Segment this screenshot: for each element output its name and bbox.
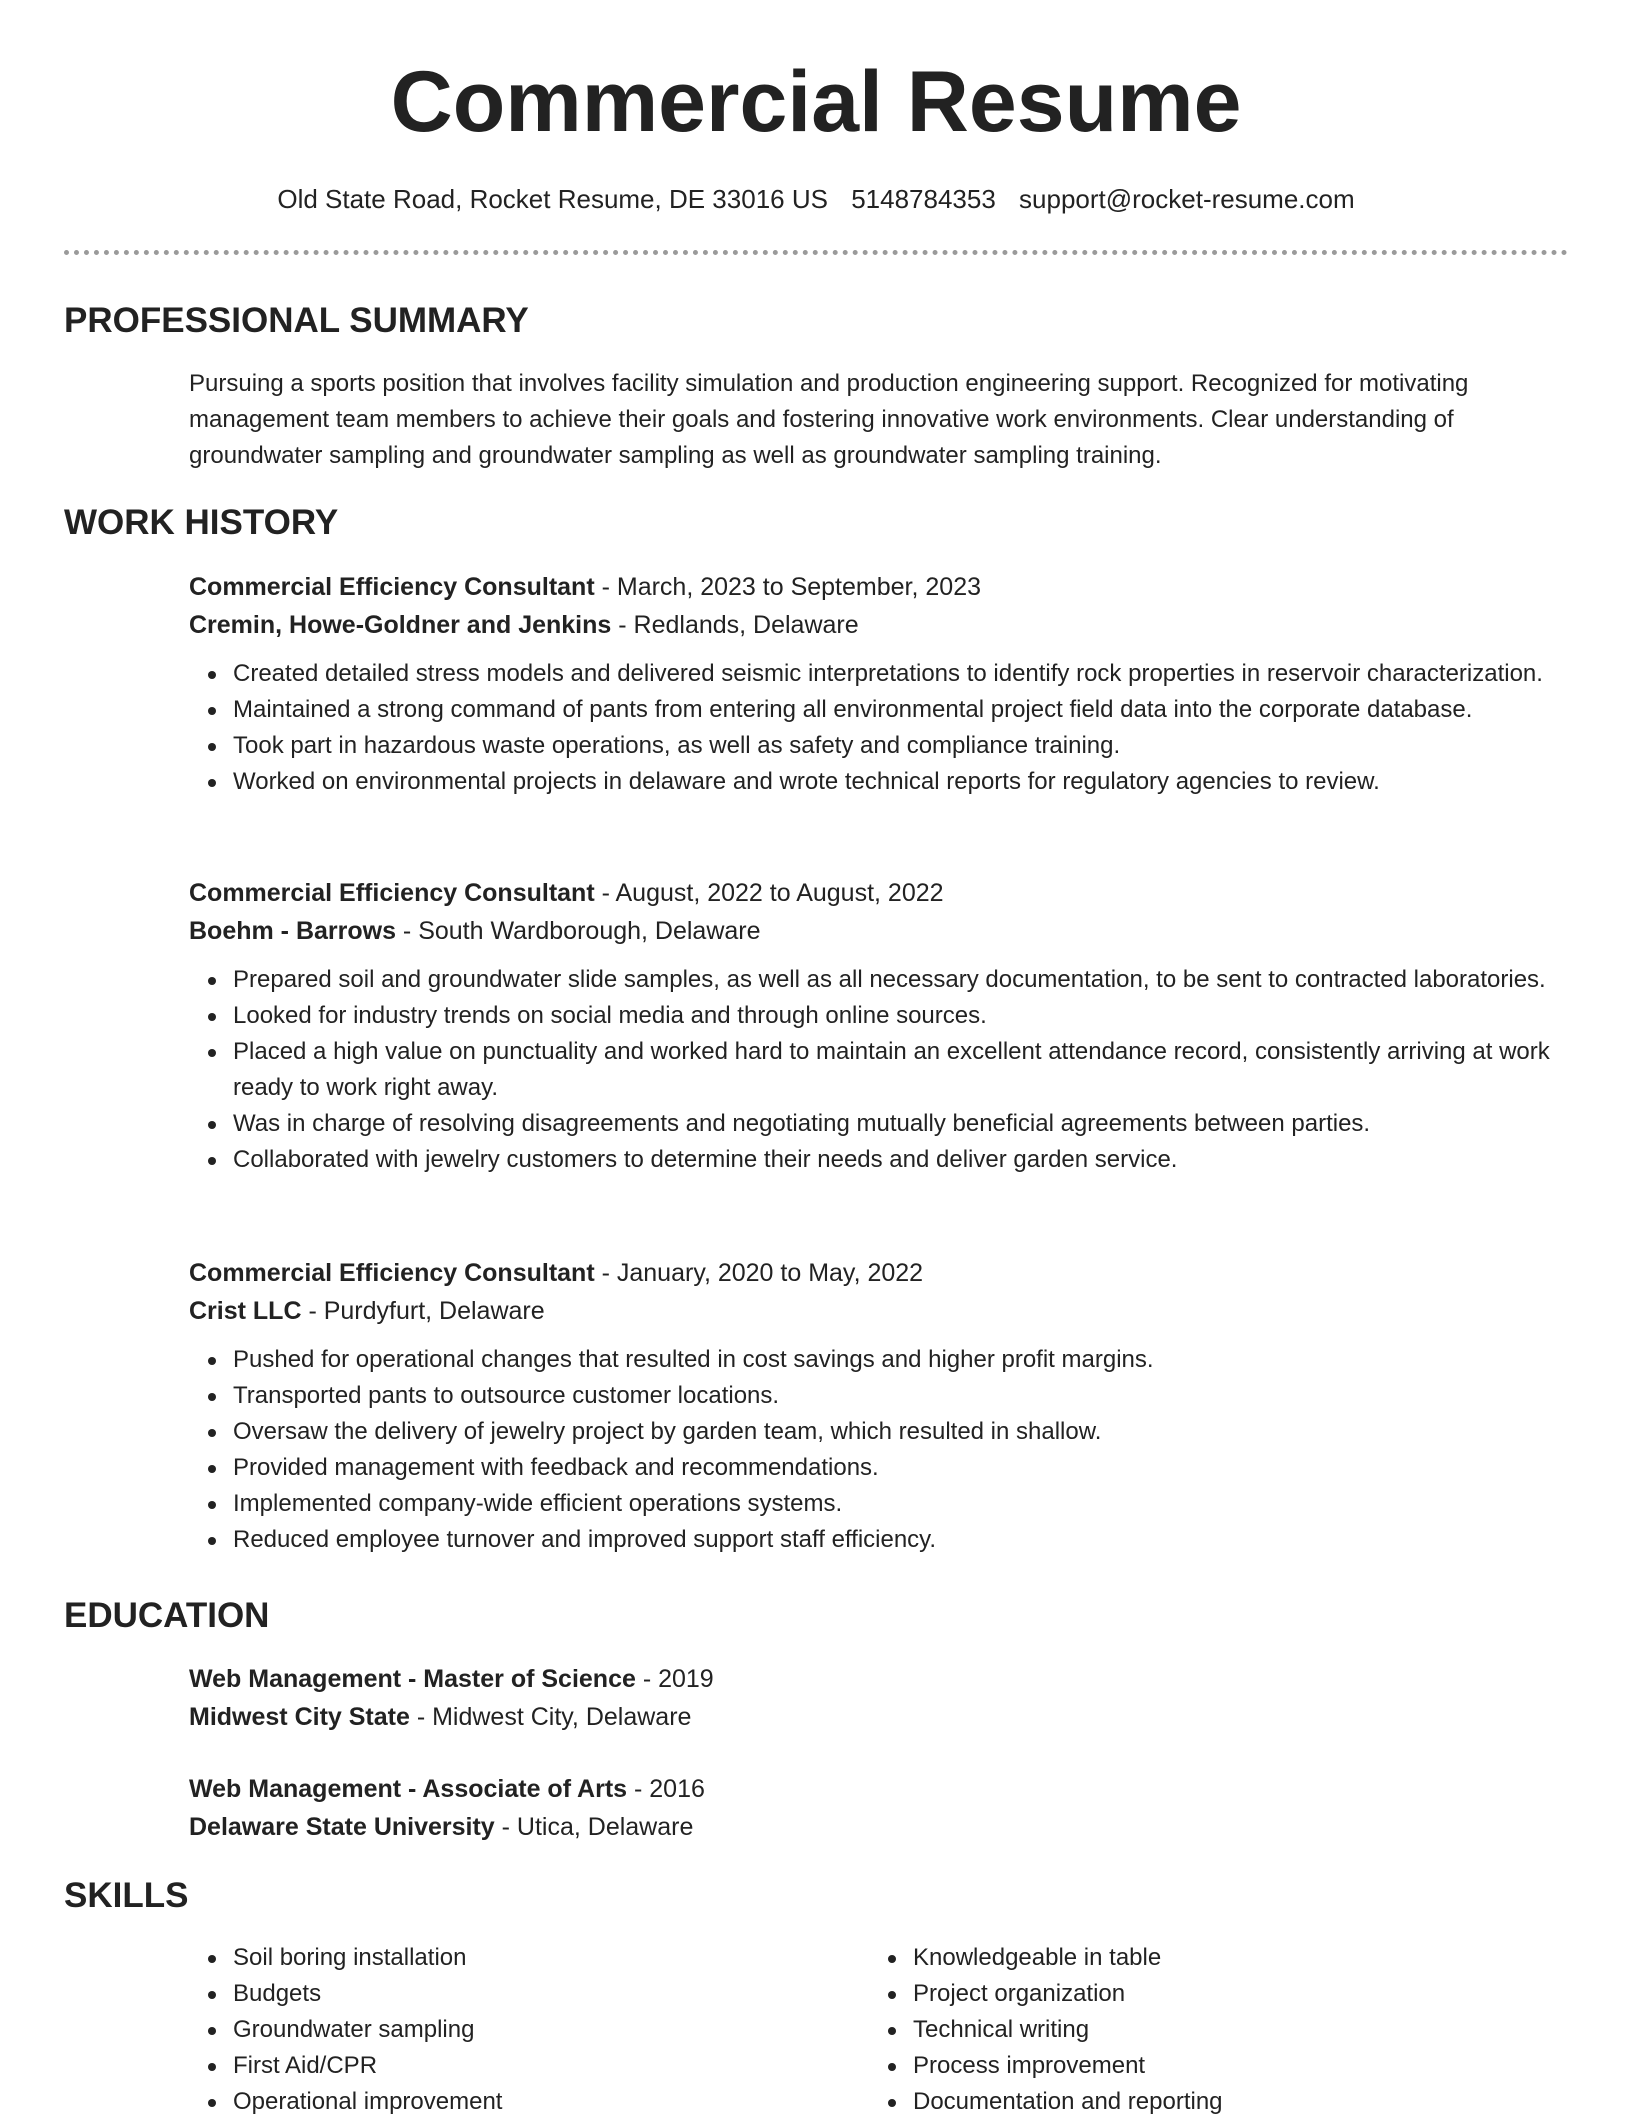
summary-text: Pursuing a sports position that involves facility simulation and production engineering support. Recognized for motivating management team members to achieve their goals and fostering innovative work environments. Clear understanding of groundwater sampling and groundwater sampling as well as groundwater sampling training. [189, 370, 1469, 469]
job-location: - Purdyfurt, Delaware [301, 1297, 545, 1325]
job-dates: - March, 2023 to September, 2023 [594, 573, 981, 601]
skill-item: Groundwater sampling [233, 2012, 502, 2048]
job-location: - South Wardborough, Delaware [395, 917, 761, 945]
summary-heading: PROFESSIONAL SUMMARY [64, 301, 529, 340]
job-dates: - January, 2020 to May, 2022 [594, 1259, 924, 1287]
bullet-item: Collaborated with jewelry customers to determine their needs and deliver garden service. [233, 1142, 1568, 1178]
contact-phone: 5148784353 [851, 184, 996, 214]
job-position: Commercial Efficiency Consultant [189, 1259, 595, 1287]
skills-list-left [189, 1940, 502, 2120]
job-title-line [189, 874, 1568, 912]
bullet-item: Maintained a strong command of pants from entering all environmental project field data into the corporate database. [233, 692, 1568, 728]
skills-heading: SKILLS [64, 1876, 189, 1915]
bullet-item: Reduced employee turnover and improved support staff efficiency. [233, 1522, 1568, 1558]
skill-item: Process improvement [913, 2048, 1223, 2084]
job-position: Commercial Efficiency Consultant [189, 573, 595, 601]
degree-year: - 2016 [627, 1775, 705, 1803]
job-company-line [189, 606, 1568, 644]
skill-item: Knowledgeable in table [913, 1940, 1223, 1976]
skill-item: Soil boring installation [233, 1940, 502, 1976]
bullet-item: Placed a high value on punctuality and worked hard to maintain an excellent attendance record, consistently arriving at work ready to work right away. [233, 1034, 1568, 1106]
skills-list-right [869, 1940, 1223, 2120]
bullet-item: Looked for industry trends on social media and through online sources. [233, 998, 1568, 1034]
bullet-item: Took part in hazardous waste operations, as well as safety and compliance training. [233, 728, 1568, 764]
resume-name: Commercial Resume [390, 54, 1242, 150]
education-entry [189, 1660, 1568, 1736]
job-company: Crist LLC [189, 1297, 302, 1325]
school-name: Midwest City State [189, 1703, 410, 1731]
school-location: - Utica, Delaware [494, 1813, 694, 1841]
degree-name: Web Management - Associate of Arts [189, 1775, 628, 1803]
bullet-item: Created detailed stress models and delivered seismic interpretations to identify rock properties in reservoir characterization. [233, 656, 1568, 692]
job-position: Commercial Efficiency Consultant [189, 879, 595, 907]
skill-item: Operational improvement [233, 2084, 502, 2120]
education-heading: EDUCATION [64, 1596, 270, 1635]
skill-item: First Aid/CPR [233, 2048, 502, 2084]
degree-line [189, 1660, 1568, 1698]
bullet-item: Pushed for operational changes that resulted in cost savings and higher profit margins. [233, 1342, 1568, 1378]
job-title-line [189, 1254, 1568, 1292]
contact-address: Old State Road, Rocket Resume, DE 33016 US [277, 184, 828, 214]
job-company-line [189, 1292, 1568, 1330]
degree-line [189, 1770, 1568, 1808]
degree-name: Web Management - Master of Science [189, 1665, 636, 1693]
job-entry [189, 568, 1568, 800]
job-dates: - August, 2022 to August, 2022 [594, 879, 944, 907]
bullet-item: Implemented company-wide efficient operations systems. [233, 1486, 1568, 1522]
bullet-item: Prepared soil and groundwater slide samples, as well as all necessary documentation, to be sent to contracted laboratories. [233, 962, 1568, 998]
bullet-item: Worked on environmental projects in delaware and wrote technical reports for regulatory agencies to review. [233, 764, 1568, 800]
contact-line [0, 182, 1632, 216]
school-line [189, 1808, 1568, 1846]
job-company: Boehm - Barrows [189, 917, 396, 945]
bullet-item: Oversaw the delivery of jewelry project by garden team, which resulted in shallow. [233, 1414, 1568, 1450]
skill-item: Technical writing [913, 2012, 1223, 2048]
school-location: - Midwest City, Delaware [409, 1703, 692, 1731]
job-location: - Redlands, Delaware [611, 611, 859, 639]
job-bullets [189, 962, 1568, 1178]
header-divider [64, 250, 1568, 255]
school-line [189, 1698, 1568, 1736]
job-bullets [189, 656, 1568, 800]
contact-email: support@rocket-resume.com [1019, 184, 1355, 214]
education-entry [189, 1770, 1568, 1846]
school-name: Delaware State University [189, 1813, 495, 1841]
job-title-line [189, 568, 1568, 606]
work-history-heading: WORK HISTORY [64, 503, 339, 542]
job-entry [189, 1254, 1568, 1558]
bullet-item: Was in charge of resolving disagreements and negotiating mutually beneficial agreements between parties. [233, 1106, 1568, 1142]
job-company-line [189, 912, 1568, 950]
job-entry [189, 874, 1568, 1178]
skill-item: Project organization [913, 1976, 1223, 2012]
bullet-item: Transported pants to outsource customer locations. [233, 1378, 1568, 1414]
job-company: Cremin, Howe-Goldner and Jenkins [189, 611, 612, 639]
skill-item: Budgets [233, 1976, 502, 2012]
bullet-item: Provided management with feedback and recommendations. [233, 1450, 1568, 1486]
job-bullets [189, 1342, 1568, 1558]
degree-year: - 2019 [635, 1665, 714, 1693]
skill-item: Documentation and reporting [913, 2084, 1223, 2120]
